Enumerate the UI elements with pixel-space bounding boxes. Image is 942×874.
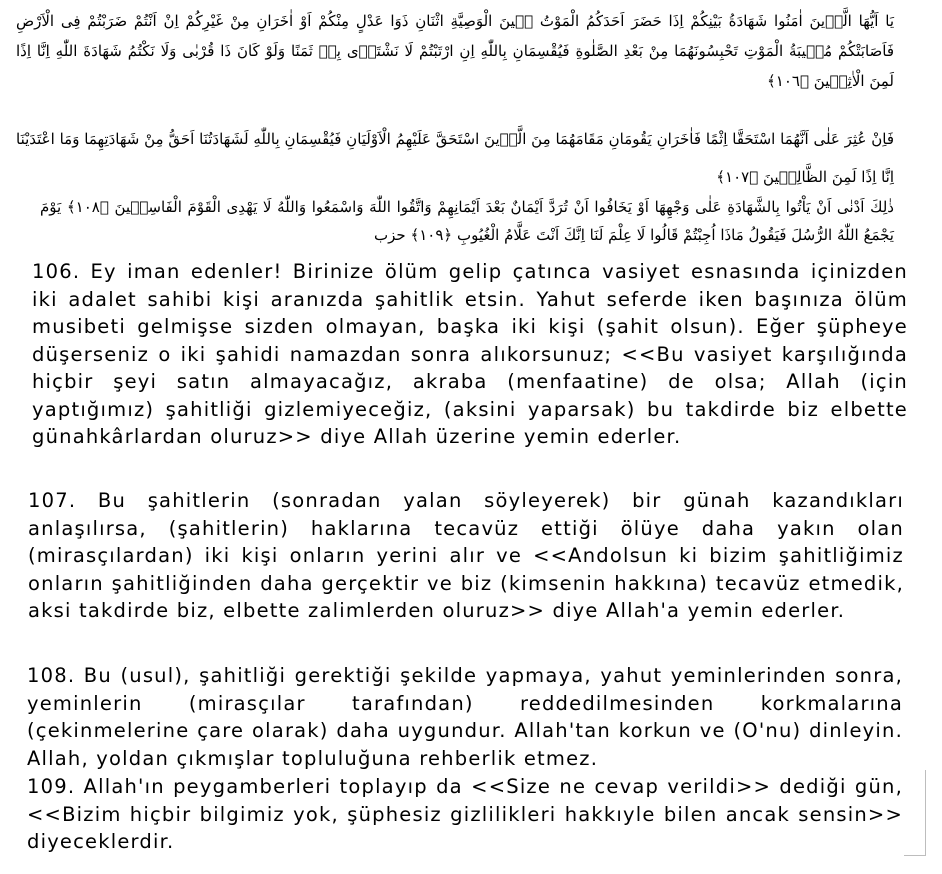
arabic-verse-108-109: ذٰلِكَ اَدْنٰى اَنْ يَاْتُوا بِالشَّهَادَةِ عَلٰى وَجْهِهَا اَوْ يَخَافُوا اَنْ تُرَدَّ اَيْمَانٌ بَعْدَ اَيْمَانِهِمْ وَاتَّقُوا اللّٰهَ وَاسْمَعُوا وَاللّٰهُ لَا يَهْدِى الْقَوْمَ الْفَاسِقٖينَ ﴿١٠٨﴾ يَوْمَ يَجْمَعُ اللّٰهُ الرُّسُلَ فَيَقُولُ مَاذَا اُجِبْتُمْ قَالُوا لَا عِلْمَ لَنَا اِنَّكَ اَنْتَ عَلَّامُ الْغُيُوبِ ﴿١٠٩﴾ حزب — [40, 198, 894, 244]
page-edge-divider — [925, 770, 926, 856]
arabic-verse-106: يَا اَيُّهَا الَّذٖينَ اٰمَنُوا شَهَادَةُ بَيْنِكُمْ اِذَا حَضَرَ اَحَدَكُمُ الْمَوْتُ حٖينَ الْوَصِيَّةِ اثْنَانِ ذَوَا عَدْلٍ مِنْكُمْ اَوْ اٰخَرَانِ مِنْ غَيْرِكُمْ اِنْ اَنْتُمْ ضَرَبْتُمْ فِى الْاَرْضِ فَاَصَابَتْكُمْ مُصٖيبَةُ الْمَوْتِ تَحْبِسُونَهُمَا مِنْ بَعْدِ الصَّلٰوةِ فَيُقْسِمَانِ بِاللّٰهِ اِنِ ارْتَبْتُمْ لَا نَشْتَرٖى بِهٖ ثَمَنًا وَلَوْ كَانَ ذَا قُرْبٰى وَلَا نَكْتُمُ شَهَادَةَ اللّٰهِ اِنَّا اِذًا لَمِنَ الْاٰثِمٖينَ ﴿١٠٦﴾ — [16, 12, 894, 90]
page-edge-divider-foot — [904, 855, 926, 856]
turkish-verse-106: 106. Ey iman edenler! Birinize ölüm gelip çatınca vasiyet esnasında içinizden iki adalet sahibi kişi aranızda şahitlik etsin. Yahut seferde iken başınıza ölüm musibeti gelmişse sizden olmayan, başka iki kişi (şahit olsun). Eğer şüpheye düşerseniz o iki şahidi namazdan sonra alıkorsunuz; <<Bu vasiyet karşılığında hiçbir şeyi satın almayacağız, akraba (menfaatine) de olsa; Allah (için yaptığımız) şahitliği gizlemiyeceğiz, (aksini yaparsak) bu takdirde biz elbette günahkârlardan oluruz>> diye Allah üzerine yemin ederler. — [32, 260, 908, 448]
turkish-verse-108: 108. Bu (usul), şahitliği gerektiği şekilde yapmaya, yahut yeminlerinden sonra, yeminlerin (mirasçılar tarafından) reddedilmesinden korkmalarına (çekinmelerine çare olarak) daha uygundur. Allah'tan korkun ve (O'nu) dinleyin. Allah, yoldan çıkmışlar topluluğuna rehberlik etmez. — [27, 664, 903, 770]
turkish-verse-107: 107. Bu şahitlerin (sonradan yalan söyleyerek) bir günah kazandıkları anlaşılırsa, (şahitlerin) haklarına tecavüz ettiği ölüye daha yakın olan (mirasçılardan) iki kişi onların yerini alır ve <<Andolsun ki bizim şahitliğimiz onların şahitliğinden daha gerçektir ve biz (kimsenin hakkına) tecavüz etmedik, aksi takdirde biz, elbette zalimlerden oluruz>> diye Allah'a yemin ederler. — [28, 489, 904, 622]
turkish-verse-109: 109. Allah'ın peygamberleri toplayıp da <<Size ne cevap verildi>> dediği gün, <<Bizim hiçbir bilgimiz yok, şüphesiz gizlilikleri hakkıyle bilen ancak sensin>> diyeceklerdir. — [27, 775, 903, 853]
arabic-verse-107: فَاِنْ عُثِرَ عَلٰى اَنَّهُمَا اسْتَحَقَّا اِثْمًا فَاٰخَرَانِ يَقُومَانِ مَقَامَهُمَا مِنَ الَّذٖينَ اسْتَحَقَّ عَلَيْهِمُ الْاَوْلَيَانِ فَيُقْسِمَانِ بِاللّٰهِ لَشَهَادَتُنَا اَحَقُّ مِنْ شَهَادَتِهِمَا وَمَا اعْتَدَيْنَا اِنَّا اِذًا لَمِنَ الظَّالِمٖينَ ﴿١٠٧﴾ — [16, 130, 894, 186]
